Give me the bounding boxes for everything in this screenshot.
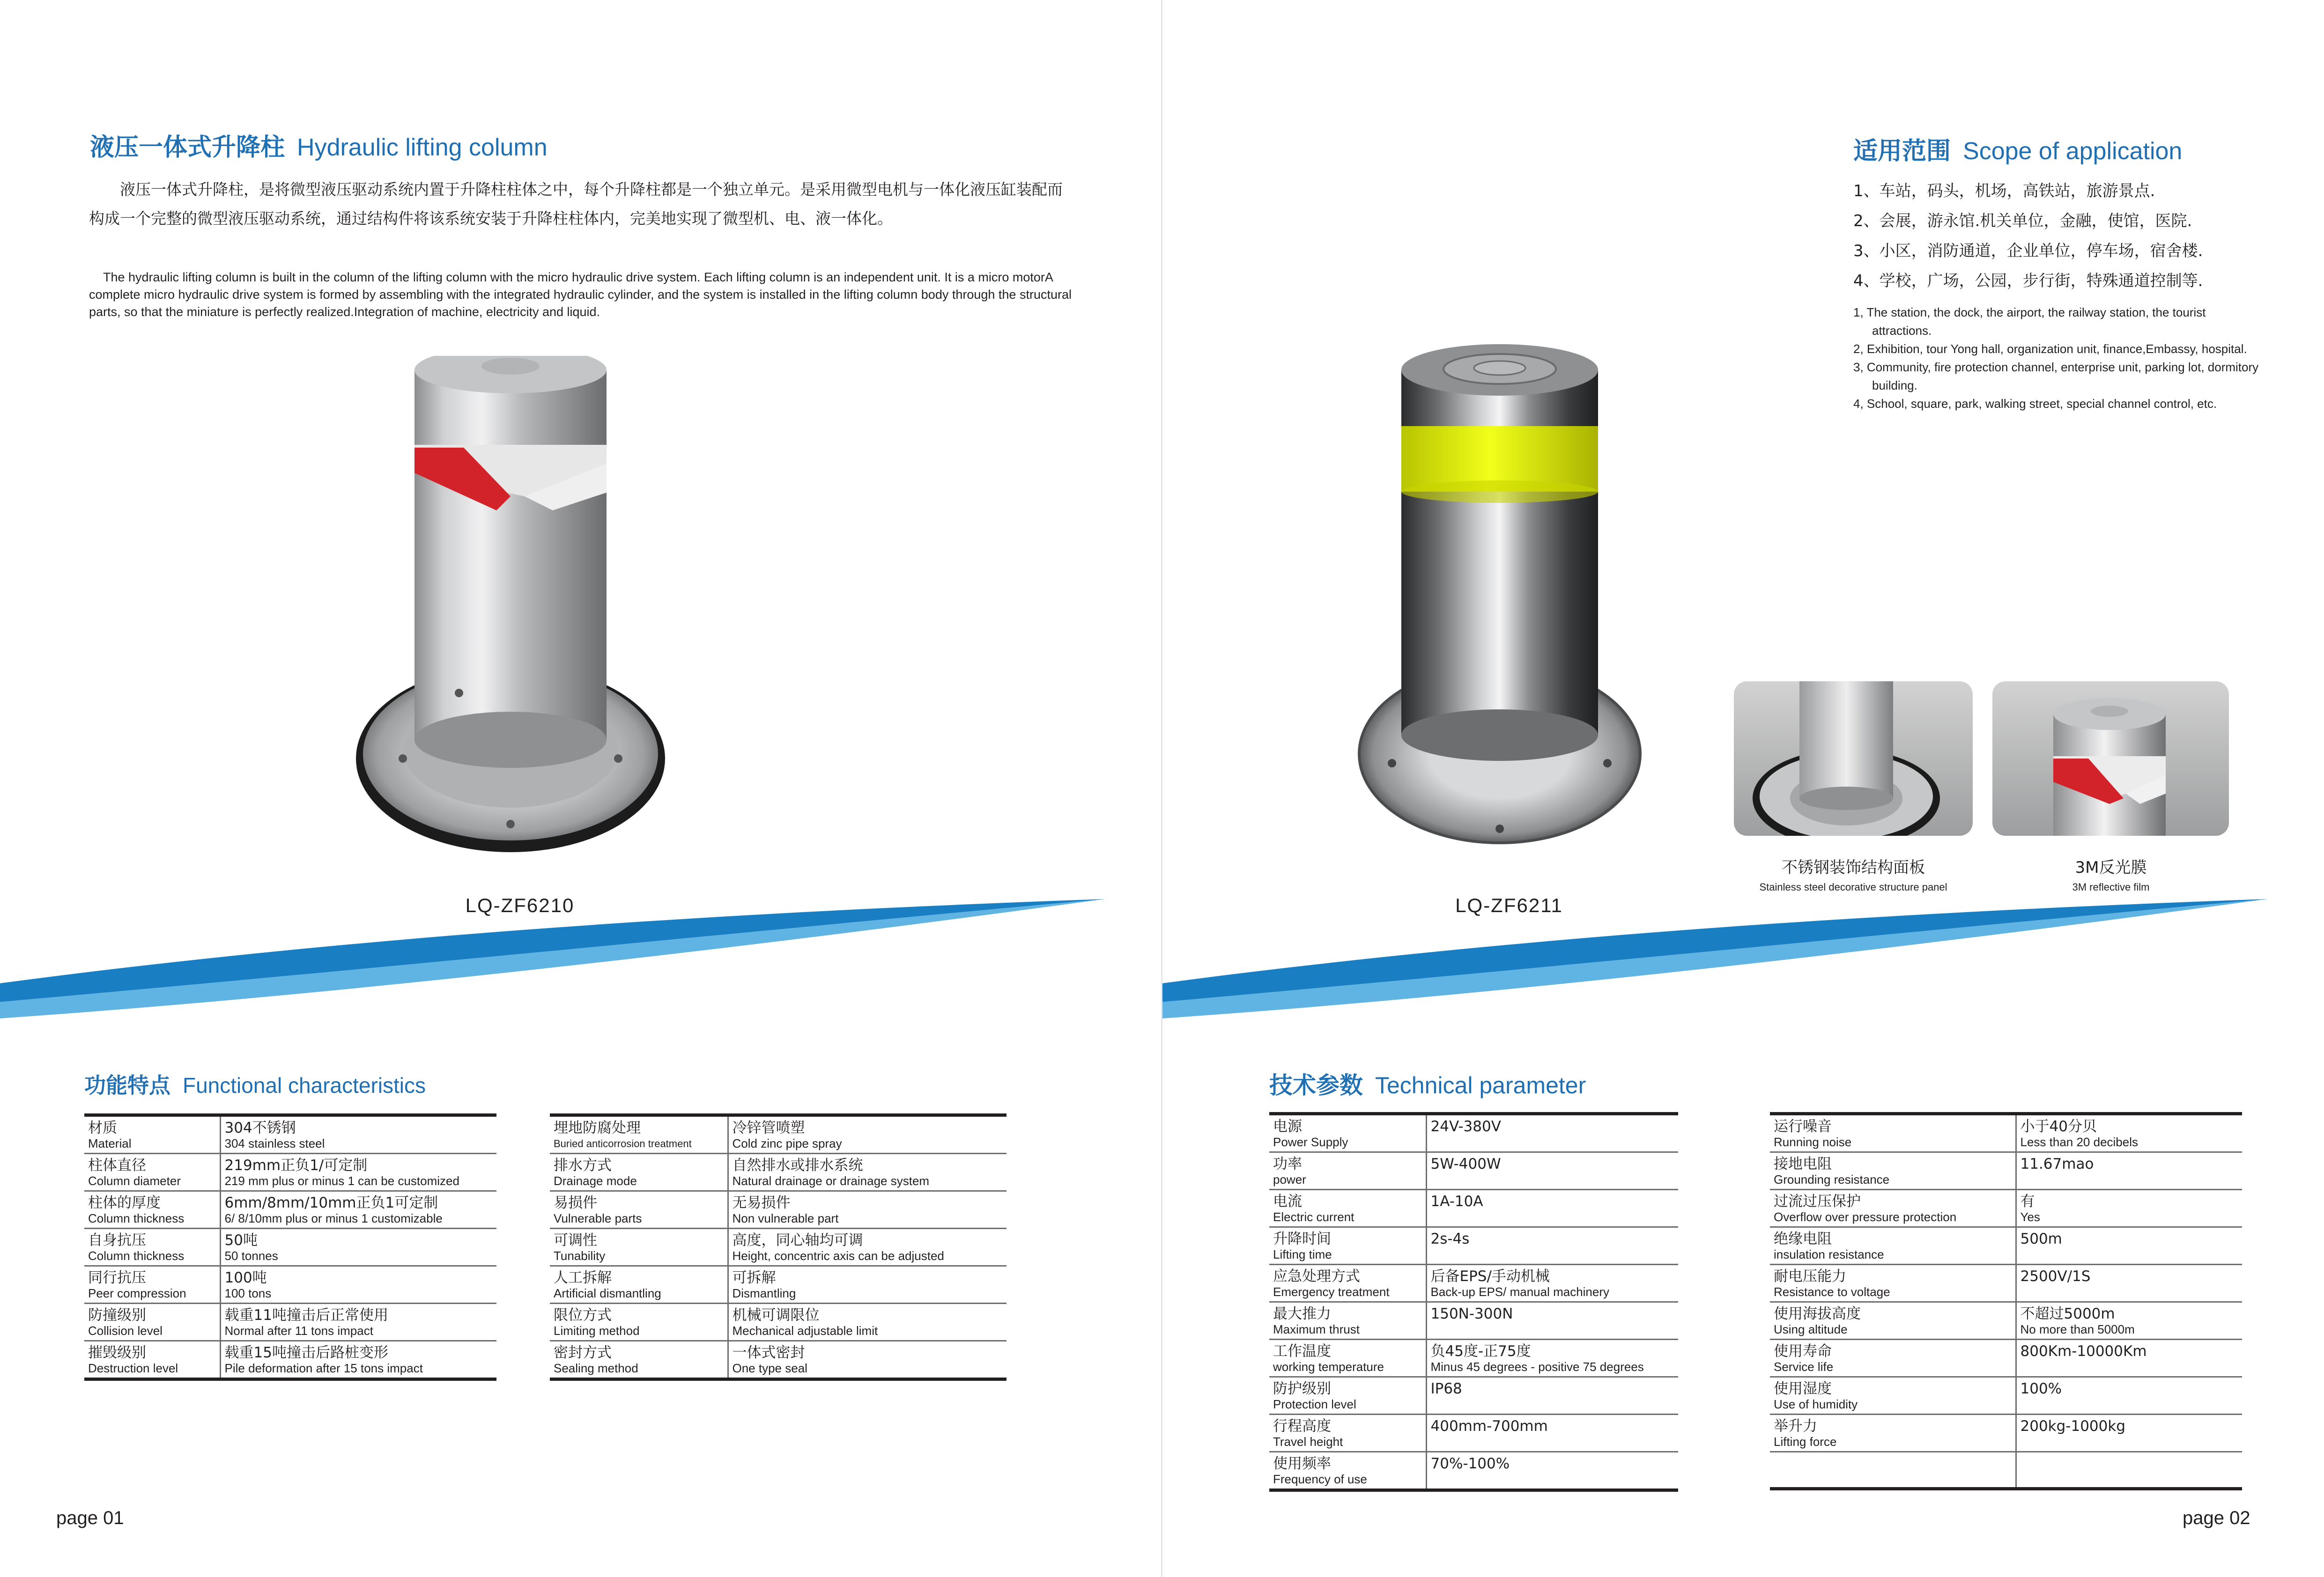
list-item: 3、小区，消防通道，企业单位，停车场，宿舍楼. — [1853, 242, 2203, 260]
table-row: 举升力 Lifting force 200kg-1000kg — [1770, 1415, 2242, 1452]
table-row: 密封方式 Sealing method 一体式密封 One type seal — [550, 1341, 1007, 1379]
table-row: 排水方式 Drainage mode 自然排水或排水系统 Natural drainage or drainage system — [550, 1154, 1007, 1191]
detail-caption-film-en: 3M reflective film — [2072, 881, 2150, 893]
blue-swoosh-decoration — [0, 890, 1162, 1025]
technical-title — [1269, 1067, 1586, 1100]
table-row: 防撞级别 Collision level 载重11吨撞击后正常使用 Normal after 11 tons impact — [84, 1304, 496, 1341]
table-row: 运行噪音 Running noise 小于40分贝 Less than 20 decibels — [1770, 1114, 2242, 1152]
functional-title — [84, 1069, 426, 1099]
functional-table-right — [550, 1113, 1007, 1381]
bollard-photo-zf6211 — [1350, 342, 1650, 866]
table-row: 摧毁级别 Destruction level 载重15吨撞击后路桩变形 Pile deformation after 15 tons impact — [84, 1341, 496, 1379]
table-row: 自身抗压 Column thickness 50吨 50 tonnes — [84, 1229, 496, 1266]
intro-paragraph-en: The hydraulic lifting column is built in the column of the lifting column with the micro hydraulic drive system. Each lifting column is an independent unit. It is a micro motorA complete micro hydraulic drive system is formed by assembling with the integrated hydraulic cylinder, and the system is installed in the lifting column body through the structural parts, so that the miniature is perfectly realized.Integration of machine, electricity and liquid. — [89, 270, 1072, 319]
detail-photo-reflective-film — [1992, 681, 2229, 836]
table-row: 使用湿度 Use of humidity 100% — [1770, 1377, 2242, 1415]
table-row: 使用寿命 Service life 800Km-10000Km — [1770, 1340, 2242, 1377]
scope-list-zh — [1853, 176, 2303, 296]
table-row: 同行抗压 Peer compression 100吨 100 tons — [84, 1266, 496, 1304]
list-item: 4、学校，广场，公园，步行街，特殊通道控制等. — [1853, 272, 2203, 290]
list-item: 1、车站，码头，机场，高铁站，旅游景点. — [1853, 182, 2155, 200]
product-caption-zf6210: LQ-ZF6210 — [465, 894, 575, 916]
table-row: 柱体的厚度 Column thickness 6mm/8mm/10mm正负1可定制 6/ 8/10mm plus or minus 1 customizable — [84, 1191, 496, 1229]
list-item: 4, School, square, park, walking street, special channel control, etc. — [1853, 397, 2217, 411]
table-row: 人工拆解 Artificial dismantling 可拆解 Dismantling — [550, 1266, 1007, 1304]
list-item: 2、会展，游永馆.机关单位，金融，使馆，医院. — [1853, 212, 2192, 230]
technical-table-right — [1770, 1112, 2242, 1490]
table-row: 使用海拔高度 Using altitude 不超过5000m No more than 5000m — [1770, 1302, 2242, 1340]
table-row: 易损件 Vulnerable parts 无易损件 Non vulnerable part — [550, 1191, 1007, 1229]
product-caption-zf6211: LQ-ZF6211 — [1455, 894, 1563, 916]
blue-swoosh-decoration — [1162, 890, 2324, 1025]
table-row: 最大推力 Maximum thrust 150N-300N — [1269, 1302, 1678, 1340]
functional-title-en: Functional characteristics — [183, 1073, 426, 1098]
table-row: 绝缘电阻 insulation resistance 500m — [1770, 1227, 2242, 1265]
detail-caption-panel-en: Stainless steel decorative structure panel — [1759, 881, 1947, 893]
table-row: 防护级别 Protection level IP68 — [1269, 1377, 1678, 1415]
table-row: 接地电阻 Grounding resistance 11.67mao — [1770, 1152, 2242, 1190]
table-row: 使用频率 Frequency of use 70%-100% — [1269, 1452, 1678, 1490]
bollard-photo-zf6210 — [356, 356, 665, 876]
functional-table-left — [84, 1113, 496, 1381]
technical-title-zh: 技术参数 — [1269, 1072, 1363, 1099]
page-number-right: page 02 — [2183, 1508, 2250, 1528]
technical-title-en: Technical parameter — [1375, 1072, 1586, 1098]
scope-title-en: Scope of application — [1963, 138, 2183, 165]
scope-list-en — [1853, 303, 2265, 413]
intro-paragraph-zh: 液压一体式升降柱，是将微型液压驱动系统内置于升降柱柱体之中，每个升降柱都是一个独立单元。是采用微型电机与一体化液压缸装配而构成一个完整的微型液压驱动系统，通过结构件将该系统安装于升降柱柱体内，完美地实现了微型机、电、液一体化。 — [89, 180, 1063, 228]
detail-photo-panel — [1734, 681, 1973, 836]
table-row: 行程高度 Travel height 400mm-700mm — [1269, 1415, 1678, 1452]
table-row — [1770, 1452, 2242, 1489]
table-row: 材质 Material 304不锈钢 304 stainless steel — [84, 1115, 496, 1154]
list-item: 2, Exhibition, tour Yong hall, organization unit, finance,Embassy, hospital. — [1853, 342, 2247, 356]
technical-table-left — [1269, 1112, 1678, 1492]
table-row: 工作温度 working temperature 负45度-正75度 Minus 45 degrees - positive 75 degrees — [1269, 1340, 1678, 1377]
table-row: 电源 Power Supply 24V-380V — [1269, 1114, 1678, 1152]
functional-title-zh: 功能特点 — [84, 1073, 170, 1098]
scope-title-zh: 适用范围 — [1853, 137, 1951, 165]
intro-title-en: Hydraulic lifting column — [297, 134, 548, 161]
page-right — [1162, 0, 2324, 1577]
intro-title — [90, 127, 548, 162]
table-row: 电流 Electric current 1A-10A — [1269, 1190, 1678, 1227]
detail-caption-film-zh: 3M反光膜 — [2075, 858, 2147, 877]
table-row: 埋地防腐处理 Buried anticorrosion treatment 冷锌管喷塑 Cold zinc pipe spray — [550, 1115, 1007, 1154]
table-row: 限位方式 Limiting method 机械可调限位 Mechanical adjustable limit — [550, 1304, 1007, 1341]
list-item: 1, The station, the dock, the airport, the railway station, the tourist attractions. — [1853, 305, 2206, 338]
table-row: 升降时间 Lifting time 2s-4s — [1269, 1227, 1678, 1265]
intro-title-zh: 液压一体式升降柱 — [90, 133, 285, 162]
page-number-left: page 01 — [56, 1508, 124, 1528]
scope-title — [1853, 131, 2182, 166]
table-row: 应急处理方式 Emergency treatment 后备EPS/手动机械 Back-up EPS/ manual machinery — [1269, 1265, 1678, 1302]
table-row: 柱体直径 Column diameter 219mm正负1/可定制 219 mm plus or minus 1 can be customized — [84, 1154, 496, 1191]
table-row: 功率 power 5W-400W — [1269, 1152, 1678, 1190]
list-item: 3, Community, fire protection channel, enterprise unit, parking lot, dormitory building. — [1853, 360, 2259, 392]
detail-caption-panel-zh: 不锈钢装饰结构面板 — [1782, 858, 1925, 877]
table-row: 可调性 Tunability 高度，同心轴均可调 Height, concentric axis can be adjusted — [550, 1229, 1007, 1266]
table-row: 耐电压能力 Resistance to voltage 2500V/1S — [1770, 1265, 2242, 1302]
table-row: 过流过压保护 Overflow over pressure protection 有 Yes — [1770, 1190, 2242, 1227]
